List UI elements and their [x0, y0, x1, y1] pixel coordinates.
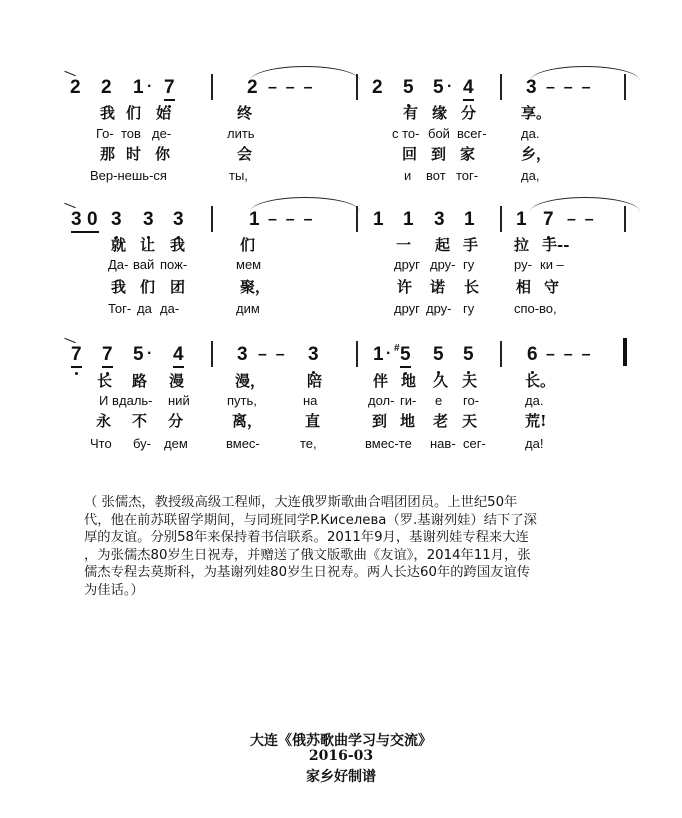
lyric-ru: Го- — [96, 126, 114, 141]
slur-continuation-mark — [64, 338, 76, 344]
lyric-zh: 漫， — [235, 372, 266, 390]
lyric-zh: 那 — [100, 145, 116, 163]
lyric-zh: 长 — [97, 372, 113, 390]
lyric-ru: те, — [300, 436, 317, 451]
lyric-zh: 地 — [400, 412, 416, 430]
lyric-zh: 长 — [464, 278, 480, 296]
note: 3 — [434, 209, 445, 230]
lyric-ru: бой — [428, 126, 450, 141]
note: 7 — [102, 345, 113, 365]
barline — [500, 74, 502, 100]
lyric-zh: 手-- — [542, 236, 570, 254]
beam-underline — [71, 231, 99, 233]
lyric-ru: пож- — [160, 257, 188, 272]
augmentation-dot: · — [147, 78, 153, 95]
lyric-ru: дим — [236, 301, 260, 316]
lyric-zh: 分 — [168, 412, 184, 430]
lyric-zh: 们 — [240, 236, 256, 254]
note: 2 — [247, 77, 258, 98]
note: 5 — [133, 344, 144, 365]
note-line: 儒杰专程去莫斯科，为基谢列娃80岁生日祝寿。两人长达60年的跨国友谊传 — [84, 565, 531, 581]
note: 6 — [527, 345, 538, 365]
note: 7 — [71, 345, 82, 365]
lyric-ru: тог- — [456, 168, 479, 183]
lyric-ru: с то- — [392, 126, 420, 141]
lyric-ru: Что — [90, 436, 112, 451]
lyric-zh: 长。 — [525, 372, 556, 390]
note: 3 — [308, 345, 319, 365]
barline — [356, 206, 358, 232]
lyric-ru: вот — [426, 168, 446, 183]
lyric-zh: 让 — [140, 236, 156, 254]
lyric-zh: 天 — [462, 412, 478, 430]
note: 4 — [173, 345, 184, 365]
note: 3 — [111, 210, 122, 230]
lyric-zh: 相 — [516, 278, 532, 296]
lyric-ru: ки – — [540, 257, 564, 272]
note-line: 为佳话。） — [84, 582, 144, 598]
dash-extension: – – — [567, 211, 594, 228]
lyric-ru: и — [404, 168, 412, 183]
lyric-zh: 缘 — [432, 104, 448, 122]
note: 7 — [543, 210, 554, 230]
lyric-zh: 们 — [126, 104, 142, 122]
lyric-ru: го- — [463, 393, 480, 408]
slur-continuation-mark — [64, 71, 76, 77]
note: 3 — [71, 209, 82, 230]
note: 1 — [464, 209, 475, 230]
lyric-ru: на — [303, 393, 318, 408]
lyric-ru: Вер-нешь-ся — [90, 168, 167, 183]
dash-extension: – – — [258, 346, 285, 363]
lyric-zh: 老 — [433, 412, 449, 430]
note: 7 — [164, 78, 175, 98]
lyric-zh: 荒! — [525, 412, 547, 430]
note: 0 — [87, 209, 98, 230]
note: 5 — [433, 345, 444, 365]
lyric-ru: ги- — [400, 393, 417, 408]
lyric-ru: ний — [168, 393, 190, 408]
barline — [500, 206, 502, 232]
lyric-ru: бу- — [133, 436, 151, 451]
barline — [624, 74, 626, 100]
lyric-ru: ты, — [229, 168, 248, 183]
note: # 5 — [400, 345, 411, 365]
note: 5 — [403, 78, 414, 98]
lyric-zh: 时 — [126, 145, 142, 163]
lyric-zh: 天 — [462, 372, 478, 390]
note-line: 代，他在前苏联留学期间，与同班同学P.Киселева（罗.基谢列娃）结下了深 — [84, 512, 537, 528]
lyric-ru: друг — [394, 257, 420, 272]
note: 1 — [373, 209, 384, 230]
lyric-ru: даль- — [119, 393, 153, 408]
lyric-ru: во, — [539, 301, 557, 316]
lyric-zh: 陪 — [307, 372, 323, 390]
note: 3 — [173, 210, 184, 230]
lyric-zh: 回 — [402, 145, 418, 163]
lyric-zh: 一 — [396, 236, 412, 254]
lyric-zh: 伴 — [373, 372, 389, 390]
lyric-zh: 守 — [544, 278, 560, 296]
lyric-zh: 始 — [156, 104, 172, 122]
lyric-zh: 永 — [96, 412, 112, 430]
lyric-zh: 久 — [433, 372, 449, 390]
note: 1 — [249, 209, 260, 230]
lyric-zh: 们 — [140, 278, 156, 296]
lyric-ru: дру- — [426, 301, 452, 316]
lyric-ru: гу — [463, 257, 475, 272]
lyric-ru: да. — [525, 393, 544, 408]
sharp-icon: # — [394, 343, 400, 354]
lyric-zh: 团 — [170, 278, 186, 296]
lyric-ru: путь, — [227, 393, 257, 408]
lyric-ru: тов — [121, 126, 141, 141]
slur-continuation-mark — [64, 203, 76, 209]
lyric-ru: нав- — [430, 436, 456, 451]
lyric-ru: да! — [525, 436, 544, 451]
footer-credit: 家乡好制谱 — [306, 769, 376, 785]
lyric-ru: всег- — [457, 126, 487, 141]
lyric-ru: де- — [152, 126, 172, 141]
note: 5 — [463, 345, 474, 365]
note: 2 — [101, 77, 112, 98]
lyric-zh: 拉 — [514, 236, 530, 254]
footer-date: 2016-03 — [308, 748, 374, 764]
lyric-zh: 我 — [111, 278, 127, 296]
lyric-ru: вай — [133, 257, 155, 272]
lyric-zh: 你 — [155, 145, 171, 163]
lyric-zh: 就 — [111, 236, 127, 254]
lyric-ru: да — [137, 301, 152, 316]
lyric-ru: вмес-те — [365, 436, 412, 451]
lyric-zh: 聚， — [240, 278, 271, 296]
lyric-zh: 地 — [401, 372, 417, 390]
lyric-ru: дол- — [368, 393, 395, 408]
note-line: 厚的友谊。分别58年来保持着书信联系。2011年9月，基谢列娃专程来大连 — [84, 530, 529, 546]
note: 1 — [403, 209, 414, 230]
note: 3 — [526, 77, 537, 98]
lyric-zh: 手 — [463, 236, 479, 254]
lyric-ru: ру- — [514, 257, 532, 272]
note: 2 — [372, 77, 383, 98]
lyric-zh: 直 — [305, 412, 321, 430]
lyric-zh: 乡， — [521, 145, 552, 163]
lyric-ru: сег- — [463, 436, 486, 451]
note: 5 — [433, 77, 444, 98]
lyric-ru: мем — [236, 257, 262, 272]
lyric-zh: 许 — [397, 278, 413, 296]
lyric-ru: Тог- — [108, 301, 132, 316]
lyric-ru: дем — [164, 436, 188, 451]
note: 4 — [463, 78, 474, 98]
lyric-ru: друг — [394, 301, 420, 316]
lyric-zh: 到 — [431, 145, 447, 163]
note: 2 — [70, 77, 81, 98]
lyric-zh: 享。 — [521, 104, 552, 122]
barline — [211, 206, 213, 232]
barline — [356, 341, 358, 367]
lyric-ru: гу — [463, 301, 475, 316]
note: 1 — [373, 344, 384, 365]
final-barline — [623, 338, 627, 366]
dash-extension: – – – — [268, 79, 313, 96]
lyric-zh: 我 — [100, 104, 116, 122]
footer-source: 大连《俄苏歌曲学习与交流》 — [250, 733, 432, 749]
lyric-zh: 有 — [403, 104, 419, 122]
lyric-zh: 诺 — [430, 278, 446, 296]
lyric-zh: 会 — [237, 145, 253, 163]
barline — [211, 341, 213, 367]
note: 1 — [133, 77, 144, 98]
note-line: ，为张儒杰80岁生日祝寿，并赠送了俄文版歌曲《友谊》，2014年11月，张 — [84, 547, 531, 563]
lyric-ru: И в — [99, 393, 119, 408]
lyric-ru: Да- — [108, 257, 129, 272]
lyric-ru: да. — [521, 126, 540, 141]
lyric-zh: 终 — [237, 104, 253, 122]
note: 3 — [237, 344, 248, 365]
augmentation-dot: · — [447, 78, 453, 95]
augmentation-dot: · — [386, 345, 392, 362]
lyric-zh: 我 — [170, 236, 186, 254]
dash-extension: – – – — [546, 79, 591, 96]
lyric-zh: 到 — [372, 412, 388, 430]
note: 3 — [143, 210, 154, 230]
barline — [211, 74, 213, 100]
barline — [500, 341, 502, 367]
barline — [624, 206, 626, 232]
background-note-paragraph — [84, 494, 624, 600]
lyric-zh: 分 — [461, 104, 477, 122]
note-line: （ 张儒杰，教授级高级工程师，大连俄罗斯歌曲合唱团团员。上世纪50年 — [84, 495, 518, 510]
lyric-ru: дру- — [430, 257, 456, 272]
dash-extension: – – – — [546, 346, 591, 363]
lyric-ru: вмес- — [226, 436, 260, 451]
dash-extension: – – – — [268, 211, 313, 228]
lyric-ru: да- — [160, 301, 180, 316]
lyric-ru: да, — [521, 168, 540, 183]
lyric-zh: 不 — [132, 412, 148, 430]
lyric-zh: 家 — [460, 145, 476, 163]
augmentation-dot: · — [147, 345, 153, 362]
lyric-zh: 离， — [232, 412, 263, 430]
lyric-ru: спо- — [514, 301, 540, 316]
lyric-zh: 路 — [132, 372, 148, 390]
barline — [356, 74, 358, 100]
lyric-zh: 漫 — [169, 372, 185, 390]
lyric-ru: лить — [227, 126, 255, 141]
note: 1 — [516, 209, 527, 230]
lyric-zh: 起 — [435, 236, 451, 254]
lyric-ru: е — [435, 393, 443, 408]
